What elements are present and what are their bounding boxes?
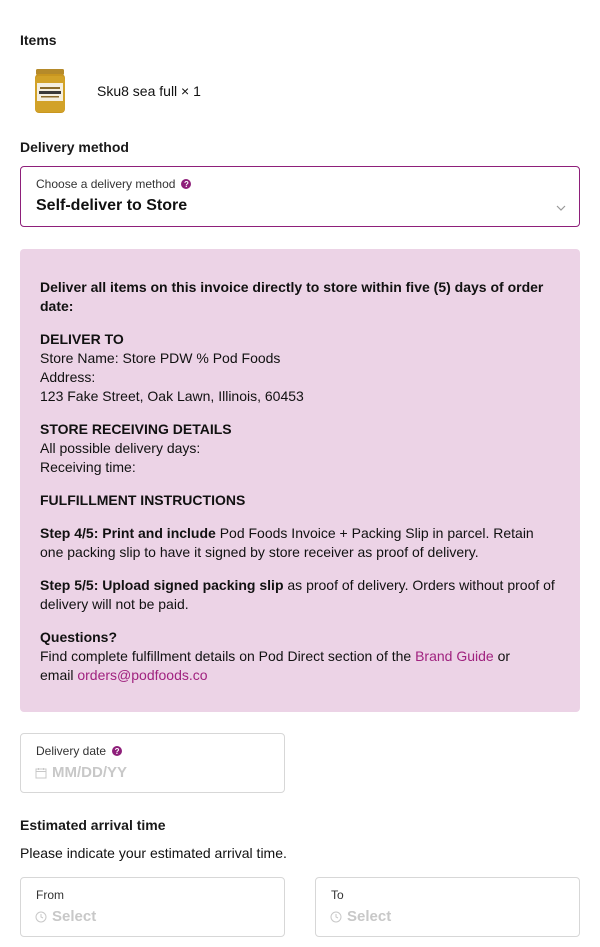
delivery-date-label: Delivery date xyxy=(36,744,107,758)
selected-delivery-method: Self-deliver to Store xyxy=(36,197,188,214)
from-label: From xyxy=(36,888,64,902)
step-4-body: Pod Foods Invoice + Packing Slip in parcel. Retain one packing slip to have it signed by store receiver as proof of delivery. xyxy=(40,525,534,560)
arrival-from-select[interactable] xyxy=(20,877,285,937)
help-icon[interactable]: ? xyxy=(181,179,191,189)
email-link[interactable]: orders@podfoods.co xyxy=(77,667,208,683)
clock-icon xyxy=(330,911,342,923)
to-placeholder: Select xyxy=(347,908,392,925)
questions-or: or xyxy=(493,648,511,664)
questions-heading: Questions? xyxy=(40,629,118,645)
instructions-intro: Deliver all items on this invoice directly to store within five (5) days of order date: xyxy=(40,279,544,314)
step-4-text xyxy=(40,524,560,562)
delivery-days-label: All possible delivery days: xyxy=(40,440,201,456)
arrival-helper-text: Please indicate your estimated arrival time. xyxy=(20,845,287,861)
deliver-to-heading: DELIVER TO xyxy=(40,331,124,347)
fulfillment-instructions-panel xyxy=(20,249,580,712)
items-title: Items xyxy=(20,32,57,48)
calendar-icon xyxy=(35,767,47,779)
questions-body: Find complete fulfillment details on Pod Direct section of the xyxy=(40,648,416,664)
delivery-date-placeholder: MM/DD/YY xyxy=(52,764,127,781)
receiving-heading: STORE RECEIVING DETAILS xyxy=(40,421,232,437)
honey-jar-thumbnail xyxy=(20,66,80,116)
select-label: Choose a delivery method xyxy=(36,177,176,191)
delivery-date-field[interactable] xyxy=(20,733,285,793)
delivery-method-select[interactable] xyxy=(20,166,580,227)
receiving-time-label: Receiving time: xyxy=(40,459,136,475)
help-icon[interactable]: ? xyxy=(112,746,122,756)
list-item xyxy=(20,66,201,116)
step-5-bold: Step 5/5: Upload signed packing slip xyxy=(40,577,284,593)
chevron-down-icon xyxy=(556,203,566,213)
step-5-text xyxy=(40,576,560,614)
clock-icon xyxy=(35,911,47,923)
arrival-title: Estimated arrival time xyxy=(20,817,166,833)
item-name: Sku8 sea full × 1 xyxy=(97,83,201,99)
address-value: 123 Fake Street, Oak Lawn, Illinois, 60453 xyxy=(40,388,304,404)
brand-guide-link[interactable]: Brand Guide xyxy=(415,648,494,664)
email-prefix: email xyxy=(40,667,78,683)
to-label: To xyxy=(331,888,344,902)
address-label: Address: xyxy=(40,369,96,385)
fulfillment-heading: FULFILLMENT INSTRUCTIONS xyxy=(40,492,246,508)
step-5-body: as proof of delivery. Orders without proof of delivery will not be paid. xyxy=(40,577,555,612)
questions-text xyxy=(40,647,560,685)
delivery-method-title: Delivery method xyxy=(20,139,129,155)
from-placeholder: Select xyxy=(52,908,97,925)
step-4-bold: Step 4/5: Print and include xyxy=(40,525,216,541)
arrival-to-select[interactable] xyxy=(315,877,580,937)
store-name-line: Store Name: Store PDW % Pod Foods xyxy=(40,350,281,366)
